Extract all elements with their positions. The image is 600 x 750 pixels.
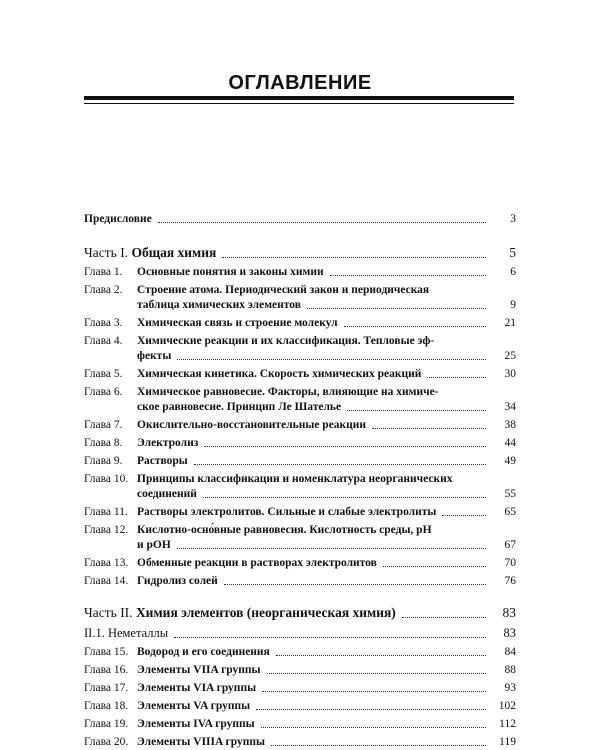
entry-page: 25: [504, 350, 516, 362]
dot-leader: [222, 257, 486, 258]
part-prefix: Часть I.: [84, 245, 129, 260]
toc-entry-chapter[interactable]: [84, 367, 516, 382]
toc-entry-preface[interactable]: [84, 212, 516, 227]
entry-page: 67: [504, 539, 516, 551]
chapter-label: Глава 7.: [84, 419, 123, 431]
chapter-label: Глава 8.: [84, 437, 123, 449]
part-title: Общая химия: [131, 245, 217, 260]
chapter-title-line: Элементы VIA группы: [137, 682, 257, 694]
toc-entry-chapter[interactable]: [84, 717, 516, 732]
dot-leader: [347, 410, 486, 411]
entry-page: 30: [504, 368, 516, 380]
toc-entry-chapter[interactable]: [84, 316, 516, 331]
toc-entry-chapter[interactable]: [84, 699, 516, 714]
dot-leader: [271, 745, 486, 746]
chapter-label: Глава 12.: [84, 524, 129, 536]
dot-leader: [262, 691, 486, 692]
entry-page: 93: [504, 682, 516, 694]
chapter-label: Глава 2.: [84, 284, 123, 296]
entry-page: 88: [504, 664, 516, 676]
chapter-label: Глава 19.: [84, 718, 129, 730]
chapter-title-line: фекты: [137, 350, 172, 362]
chapter-title-line: Химическое равновесие. Факторы, влияющие на химиче-: [137, 386, 439, 398]
entry-page: 102: [498, 700, 516, 712]
entry-page: 49: [504, 455, 516, 467]
dot-leader: [267, 673, 486, 674]
toc-entry-chapter[interactable]: [84, 265, 516, 280]
entry-page: 44: [504, 437, 516, 449]
heading-rule-thick: [84, 96, 514, 100]
dot-leader: [203, 497, 486, 498]
dot-leader: [224, 584, 486, 585]
toc-entry-chapter[interactable]: [84, 385, 516, 415]
toc-entry-chapter[interactable]: [84, 472, 516, 502]
dot-leader: [372, 428, 486, 429]
toc-entry-chapter[interactable]: [84, 663, 516, 678]
dot-leader: [194, 464, 486, 465]
toc-entry-chapter[interactable]: [84, 735, 516, 750]
chapter-label: Глава 18.: [84, 700, 129, 712]
entry-page: 70: [504, 557, 516, 569]
chapter-title-line: Водород и его соединения: [137, 646, 270, 658]
dot-leader: [402, 617, 486, 618]
chapter-label: Глава 14.: [84, 575, 129, 587]
dot-leader: [442, 515, 486, 516]
chapter-title-line: и pOH: [137, 539, 171, 551]
part-title: Химия элементов (неорганическая химия): [135, 605, 396, 620]
chapter-title-line: Окислительно-восстановительные реакции: [137, 419, 367, 431]
toc-entry-chapter[interactable]: [84, 645, 516, 660]
chapter-label: Глава 5.: [84, 368, 123, 380]
chapter-label: Глава 4.: [84, 335, 123, 347]
toc-heading: ОГЛАВЛЕНИЕ: [228, 72, 372, 94]
entry-page: 83: [502, 605, 516, 620]
chapter-label: Глава 11.: [84, 506, 128, 518]
part-prefix: Часть II.: [84, 605, 133, 620]
entry-page: 6: [510, 266, 516, 278]
dot-leader: [177, 548, 486, 549]
entry-page: 34: [504, 401, 516, 413]
chapter-title-line: Химическая связь и строение молекул: [137, 317, 338, 329]
dot-leader: [261, 727, 486, 728]
part-1-chapter-list: [84, 265, 516, 589]
entry-page: 21: [504, 317, 516, 329]
chapter-title-line: Химическая кинетика. Скорость химических реакций: [137, 368, 422, 380]
chapter-title-line: Гидролиз солей: [137, 575, 218, 587]
toc-entry-chapter[interactable]: [84, 454, 516, 469]
chapter-title-line: Элементы VIIIA группы: [137, 736, 265, 748]
entry-page: 65: [504, 506, 516, 518]
toc-entry-chapter[interactable]: [84, 523, 516, 553]
dot-leader: [177, 359, 486, 360]
section-title: II.1. Неметаллы: [84, 626, 169, 640]
toc-entry-part-2[interactable]: [84, 604, 516, 622]
dot-leader: [276, 655, 486, 656]
dot-leader: [174, 637, 486, 638]
chapter-label: Глава 9.: [84, 455, 123, 467]
dot-leader: [256, 709, 486, 710]
dot-leader: [158, 222, 486, 223]
toc-entry-part-1[interactable]: [84, 244, 516, 262]
chapter-title-line: Элементы VA группы: [137, 700, 251, 712]
entry-page: 76: [504, 575, 516, 587]
entry-page: 3: [510, 213, 516, 225]
toc-entry-chapter[interactable]: [84, 556, 516, 571]
dot-leader: [383, 566, 486, 567]
toc-entry-chapter[interactable]: [84, 334, 516, 364]
chapter-label: Глава 15.: [84, 646, 129, 658]
toc-entry-chapter[interactable]: [84, 436, 516, 451]
chapter-title-line: соединений: [137, 488, 197, 500]
chapter-title-line: Строение атома. Периодический закон и периодическая: [137, 284, 430, 296]
chapter-label: Глава 3.: [84, 317, 123, 329]
chapter-label: Глава 10.: [84, 473, 129, 485]
entry-title: Предисловие: [84, 213, 152, 225]
chapter-label: Глава 17.: [84, 682, 129, 694]
chapter-label: Глава 16.: [84, 664, 129, 676]
chapter-label: Глава 13.: [84, 557, 129, 569]
entry-page: 55: [504, 488, 516, 500]
entry-page: 84: [504, 646, 516, 658]
entry-page: 112: [499, 718, 516, 730]
toc-entry-section-2-1[interactable]: [84, 625, 516, 642]
dot-leader: [307, 308, 486, 309]
entry-page: 119: [499, 736, 516, 748]
dot-leader: [427, 377, 486, 378]
chapter-title-line: таблица химических элементов: [137, 299, 301, 311]
chapter-label: Глава 6.: [84, 386, 123, 398]
table-of-contents: [84, 212, 516, 750]
chapter-label: Глава 20.: [84, 736, 129, 748]
chapter-title-line: Элементы VIIA группы: [137, 664, 261, 676]
chapter-title-line: Электролиз: [137, 437, 199, 449]
chapter-title-line: Кислотно-осно́вные равновесия. Кислотность среды, pH: [137, 524, 432, 536]
dot-leader: [344, 326, 486, 327]
entry-page: 5: [509, 245, 516, 260]
entry-page: 9: [510, 299, 516, 311]
dot-leader: [330, 275, 486, 276]
entry-page: 83: [503, 626, 516, 640]
toc-entry-chapter[interactable]: [84, 418, 516, 433]
chapter-title-line: ское равновесие. Принцип Ле Шателье: [137, 401, 342, 413]
chapter-title-line: Растворы электролитов. Сильные и слабые электролиты: [137, 506, 437, 518]
chapter-title-line: Основные понятия и законы химии: [137, 266, 324, 278]
dot-leader: [204, 446, 486, 447]
entry-page: 38: [504, 419, 516, 431]
heading-rule-thin: [84, 103, 514, 104]
part-2-chapter-list: [84, 645, 516, 750]
chapter-label: Глава 1.: [84, 266, 123, 278]
chapter-title-line: Растворы: [137, 455, 188, 467]
chapter-title-line: Элементы IVA группы: [137, 718, 255, 730]
chapter-title-line: Обменные реакции в растворах электролитов: [137, 557, 377, 569]
toc-entry-chapter[interactable]: [84, 681, 516, 696]
toc-entry-chapter[interactable]: [84, 574, 516, 589]
toc-entry-chapter[interactable]: [84, 505, 516, 520]
chapter-title-line: Принципы классификации и номенклатура неорганических: [137, 473, 453, 485]
chapter-title-line: Химические реакции и их классификация. Тепловые эф-: [137, 335, 435, 347]
toc-entry-chapter[interactable]: [84, 283, 516, 313]
